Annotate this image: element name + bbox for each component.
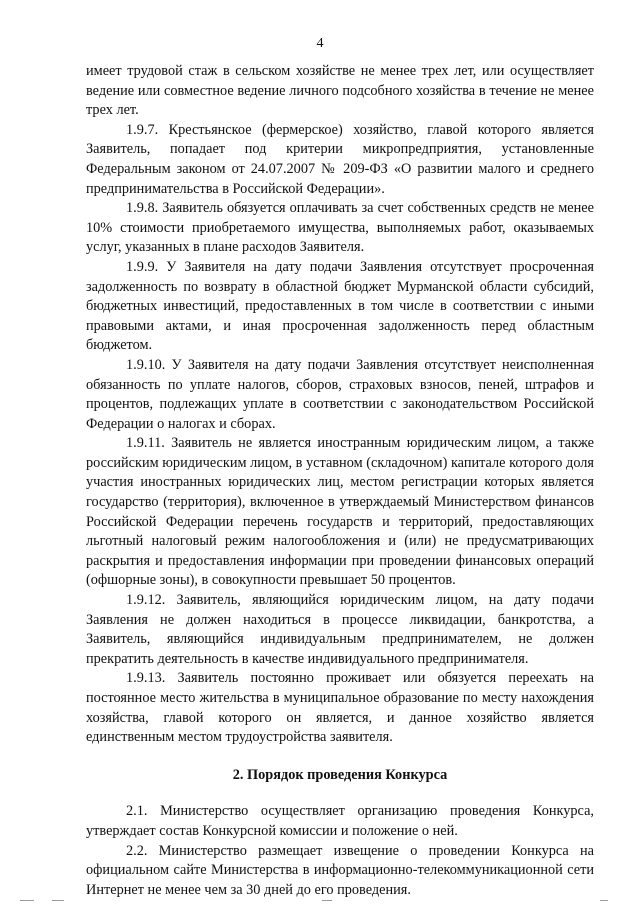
paragraph-2-1: 2.1. Министерство осуществляет организацию проведения Конкурса, утверждает состав Конкурсной комиссии и положение о ней.: [86, 803, 594, 839]
scan-edge-marks: [0, 896, 640, 905]
paragraph-1-9-7: 1.9.7. Крестьянское (фермерское) хозяйство, главой которого является Заявитель, попадает под критерии микропредприятия, установленные Федеральным законом от 24.07.2007 № 209-ФЗ «О развитии малого и среднего предпринимательства в Российской Федерации».: [86, 121, 594, 197]
paragraph-1-9-12: 1.9.12. Заявитель, являющийся юридическим лицом, на дату подачи Заявления не должен находиться в процессе ликвидации, банкротства, а Заявитель, являющийся индивидуальным предпринимателем, не должен прекратить деятельность в качестве индивидуального предпринимателя.: [86, 592, 594, 667]
scan-mark-left-2: [52, 900, 64, 901]
paragraph-1-9-13: 1.9.13. Заявитель постоянно проживает или обязуется переехать на постоянное место жительства в муниципальное образование по месту нахождения хозяйства, главой которого он является, и данное хозяйство является единственным местом трудоустройства заявителя.: [86, 670, 594, 746]
paragraph-1-9-9: 1.9.9. У Заявителя на дату подачи Заявления отсутствует просроченная задолженность по возврату в областной бюджет Мурманской области субсидий, бюджетных инвестиций, предоставленных в том числе в соответствии с иными правовыми актами, и иная просроченная задолженность перед областным бюджетом.: [86, 258, 594, 354]
paragraph-continuation: имеет трудовой стаж в сельском хозяйстве не менее трех лет, или осуществляет ведение или совместное ведение личного подсобного хозяйства в течение не менее трех лет.: [86, 63, 594, 119]
page-number: 4: [316, 36, 324, 51]
scan-mark-center: [322, 900, 332, 901]
paragraph-2-2: 2.2. Министерство размещает извещение о проведении Конкурса на официальном сайте Министерства в информационно-телекоммуникационной сети Интернет не менее чем за 30 дней до его проведения.: [86, 842, 594, 898]
scan-mark-right: [600, 900, 608, 901]
scan-mark-left: [20, 900, 34, 901]
section-2-heading: 2. Порядок проведения Конкурса: [232, 766, 448, 783]
paragraph-1-9-10: 1.9.10. У Заявителя на дату подачи Заявления отсутствует неисполненная обязанность по уплате налогов, сборов, страховых взносов, пеней, штрафов и процентов, подлежащих уплате в соответствии с законодательством Российской Федерации о налогах и сборах.: [86, 356, 594, 432]
document-body: [86, 62, 594, 900]
paragraph-1-9-11: 1.9.11. Заявитель не является иностранным юридическим лицом, а также российским юридическим лицом, в уставном (складочном) капитале которого доля участия иностранных юридических лиц, местом регистрации которых является государство (территория), включенное в утверждаемый Министерством финансов Российской Федерации перечень государств и территорий, предоставляющих льготный налоговый режим налогообложения и (или) не предусматривающих раскрытия и предоставления информации при проведении финансовых операций (офшорные зоны), в совокупности превышает 50 процентов.: [86, 435, 594, 589]
paragraph-1-9-8: 1.9.8. Заявитель обязуется оплачивать за счет собственных средств не менее 10% стоимости приобретаемого имущества, выполняемых работ, оказываемых услуг, указанных в плане расходов Заявителя.: [86, 200, 594, 256]
